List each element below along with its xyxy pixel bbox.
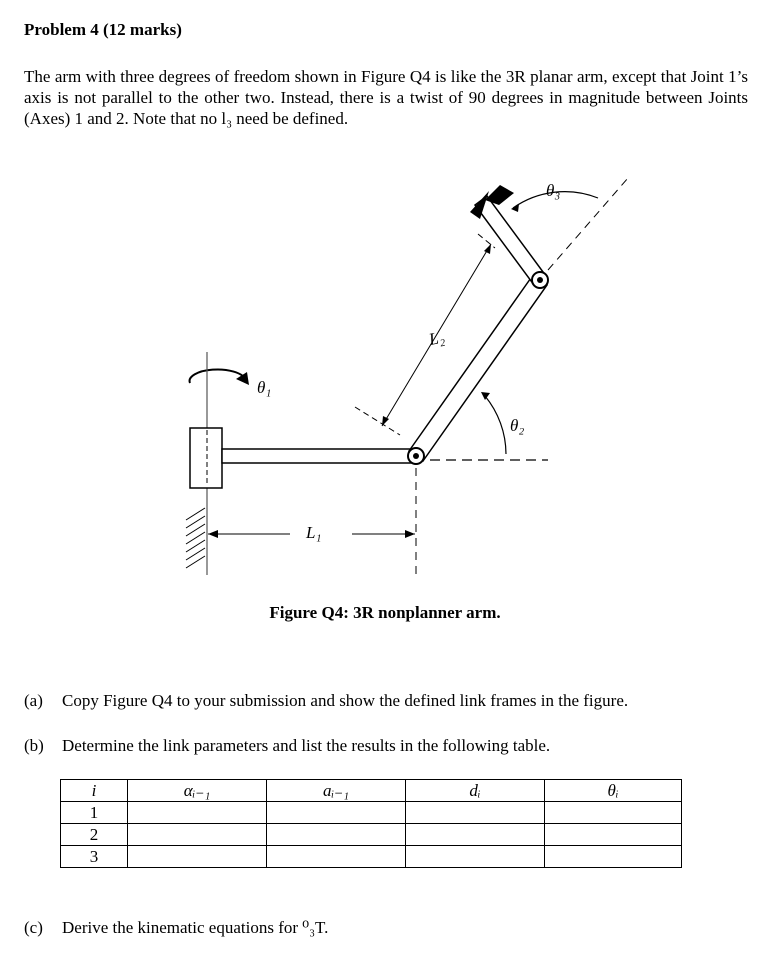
L1-label: L₁ [306, 523, 322, 542]
link2 [409, 275, 547, 461]
table-cell [267, 824, 406, 846]
table-header-row [61, 780, 682, 802]
table-cell [128, 846, 267, 868]
theta2-label: θ₂ [510, 416, 525, 435]
joint1-block [190, 428, 222, 488]
table-cell [267, 846, 406, 868]
table-cell [545, 846, 682, 868]
table-cell [545, 802, 682, 824]
theta3-label: θ₃ [546, 181, 561, 200]
question-b: (b) Determine the link parameters and list the results in the following table. [24, 736, 551, 755]
table-row [61, 802, 682, 824]
table-cell [406, 802, 545, 824]
table-cell [267, 802, 406, 824]
link1 [222, 449, 416, 463]
problem-title: Problem 4 (12 marks) [24, 20, 182, 39]
link-parameters-table [60, 779, 682, 868]
table-cell: 2 [61, 824, 128, 846]
table-row [61, 846, 682, 868]
rotation-arrow-icon [190, 370, 245, 383]
table-cell [128, 824, 267, 846]
table-header: aᵢ₋₁ [267, 780, 406, 802]
table-header: αᵢ₋₁ [128, 780, 267, 802]
figure-q4 [0, 160, 770, 600]
table-cell [128, 802, 267, 824]
theta1-label: θ₁ [257, 378, 272, 397]
table-cell: 1 [61, 802, 128, 824]
table-header: dᵢ [406, 780, 545, 802]
table-row [61, 824, 682, 846]
question-a: (a) Copy Figure Q4 to your submission and show the defined link frames in the figure. [24, 691, 629, 710]
question-c: (c) Derive the kinematic equations for ⁰₃T. [24, 918, 329, 937]
ground-hatch [186, 508, 205, 568]
table-header: θᵢ [545, 780, 682, 802]
figure-caption: Figure Q4: 3R nonplanner arm. [269, 603, 501, 622]
L2-label: L₂ [427, 327, 447, 350]
table-cell [406, 824, 545, 846]
table-cell [406, 846, 545, 868]
table-cell: 3 [61, 846, 128, 868]
problem-intro: The arm with three degrees of freedom shown in Figure Q4 is like the 3R planar arm, except that Joint 1’s axis is not parallel to the other two. Instead, there is a twist of 90 degrees in magnitude between Joints (Axes) 1 and 2. Note that no l₃ need be defined. [24, 67, 748, 128]
theta2-arc [485, 396, 506, 454]
table-header: i [61, 780, 128, 802]
table-cell [545, 824, 682, 846]
